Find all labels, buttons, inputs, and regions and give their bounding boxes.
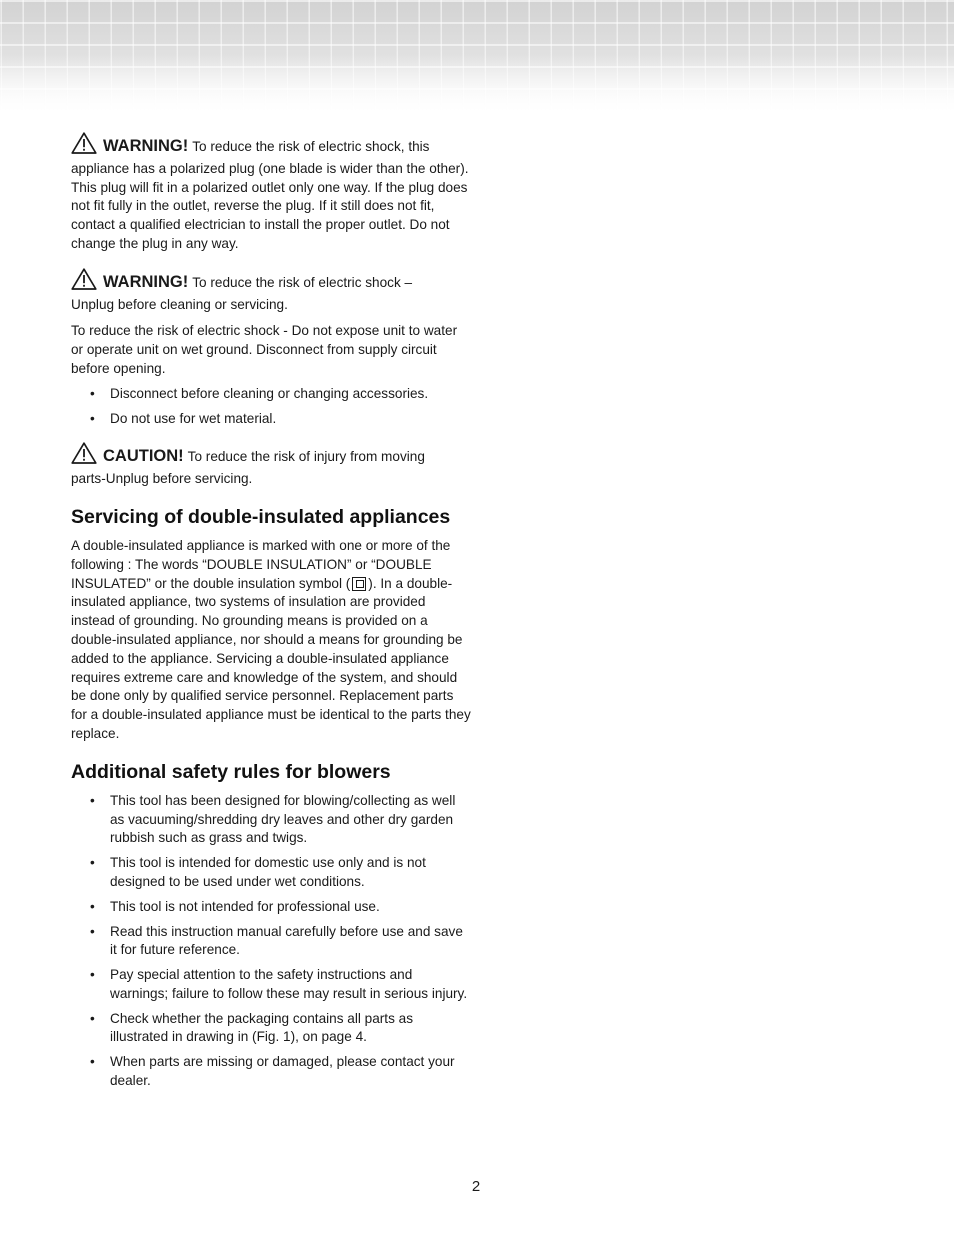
content-column (71, 130, 471, 1097)
caution-moving-parts (71, 442, 471, 489)
warning-text: appliance has a polarized plug (one blade is wider than the other). This plug will fit in a polarized outlet only one way. If the plug does not fit fully in the outlet, reverse the plug. If it still does not fit, contact a qualified electrician to install the proper outlet. Do not change the plug in any way. (71, 160, 469, 251)
blower-bullet-list (71, 792, 471, 1091)
warning-text-first-line: To reduce the risk of electric shock – (192, 274, 413, 290)
header-decorative-band (0, 0, 954, 112)
warning-polarized-plug (71, 132, 471, 254)
list-item: • Check whether the packaging contains all parts as illustrated in drawing in (Fig. 1), on page 4. (90, 1010, 414, 1045)
caution-text: parts-Unplug before servicing. (71, 471, 253, 487)
section-heading-blowers: Additional safety rules for blowers (71, 760, 391, 783)
warning-label: WARNING! (103, 272, 189, 291)
list-item: • This tool is not intended for professional use. (90, 898, 380, 914)
warning-triangle-icon (71, 268, 97, 296)
page-number: 2 (471, 1178, 481, 1195)
warning-text-first-line: To reduce the risk of electric shock, this (192, 139, 430, 154)
warning-triangle-icon (71, 132, 97, 160)
warning-label: WARNING! (103, 137, 189, 155)
list-item: • Read this instruction manual carefully before use and save it for future reference. (90, 923, 463, 958)
list-item: • This tool has been designed for blowing/collecting as well as vacuuming/shredding dry leaves and other dry garden rubbish such as grass and twigs. (90, 792, 456, 846)
double-insulated-paragraph: A double-insulated appliance is marked with one or more of the following : The words “DOUBLE INSULATION” or “DOUBLE INSULATED” or the double insulation symbol ( ). In a double-insulated appliance, two systems of insulation are provided instead of grounding. No grounding means is provided on a double-insulated appliance, nor should a means for grounding be added to the appliance. Servicing a double-insulated appliance requires extreme care and knowledge of the system, and should be done only by qualified service personnel. Replacement parts for a double-insulated appliance must be identical to the parts they replace. (71, 537, 471, 741)
section-heading-double-insulated: Servicing of double-insulated appliances (71, 505, 451, 528)
list-item: • When parts are missing or damaged, please contact your dealer. (90, 1054, 455, 1089)
list-item: • Do not use for wet material. (90, 410, 277, 426)
warning-triangle-icon (71, 442, 97, 470)
list-item: • Pay special attention to the safety instructions and warnings; failure to follow these may result in serious injury. (90, 967, 468, 1001)
caution-text-first-line: To reduce the risk of injury from moving (187, 449, 425, 465)
warning-text: Unplug before cleaning or servicing. (71, 296, 288, 312)
shock-bullet-list (71, 385, 471, 429)
list-item: • This tool is intended for domestic use only and is not designed to be used under wet conditions. (90, 855, 426, 889)
double-insulation-square-icon (352, 577, 366, 591)
caution-label: CAUTION! (103, 447, 184, 466)
warning-unplug (71, 268, 471, 315)
paragraph-expose: To reduce the risk of electric shock - Do not expose unit to water or operate unit on wet ground. Disconnect from supply circuit before opening. (71, 323, 458, 376)
list-item: • Disconnect before cleaning or changing accessories. (90, 385, 429, 401)
